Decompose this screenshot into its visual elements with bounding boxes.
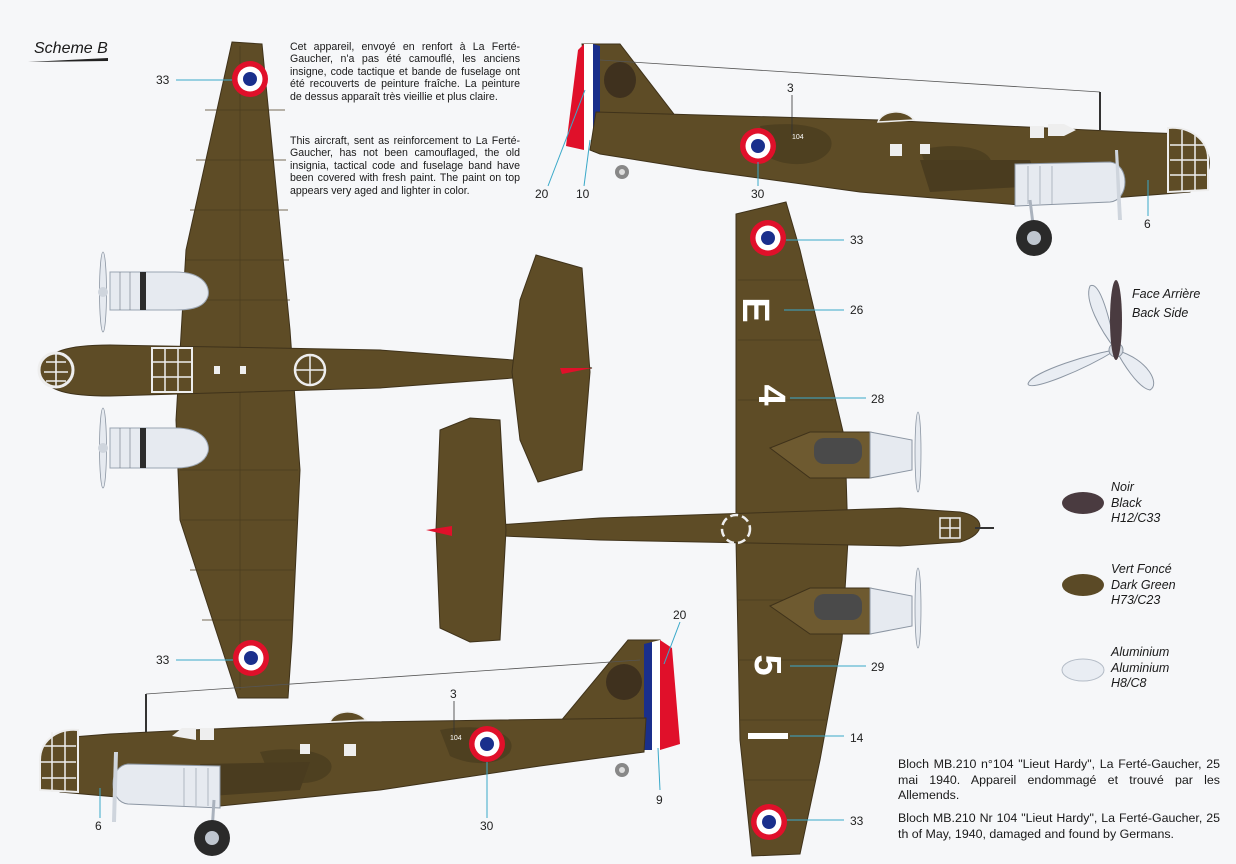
legend-entry-aluminium	[1111, 645, 1169, 692]
legend-entry-black	[1111, 480, 1160, 527]
callout-20: 20	[535, 187, 549, 201]
callout-33: 33	[156, 73, 170, 87]
propeller-label	[1132, 287, 1200, 321]
legend-name-fr: Noir	[1111, 480, 1134, 494]
callout-9: 9	[656, 793, 663, 807]
legend-swatch-dark-green	[1062, 574, 1104, 596]
callout-33: 33	[850, 233, 864, 247]
description-french: Cet appareil, envoyé en renfort à La Ferté-Gaucher, n'a pas été camouflé, les anciens insigne, code tactique et bande de fuselage ont été recouverts de peinture fraîche. La peinture de dessus apparaît très vieillie et plus claire.	[290, 41, 520, 103]
legend-name-fr: Vert Foncé	[1111, 562, 1172, 576]
callout-6: 6	[95, 819, 102, 833]
legend-paint-code: H8/C8	[1111, 676, 1147, 690]
legend-name-en: Black	[1111, 495, 1142, 510]
legend-paint-code: H12/C33	[1111, 511, 1161, 525]
scheme-title: Scheme B	[34, 40, 108, 57]
code-letter-marking: E	[734, 297, 776, 323]
callout-30: 30	[751, 187, 765, 201]
legend-entry-dark-green	[1111, 562, 1176, 609]
callout-28: 28	[871, 392, 885, 406]
callout-30: 30	[480, 819, 494, 833]
callout-33: 33	[156, 653, 170, 667]
callout-10: 10	[576, 187, 590, 201]
legend-paint-code: H73/C23	[1111, 593, 1161, 607]
callout-29: 29	[871, 660, 885, 674]
fuselage-stripe-marking	[748, 733, 788, 739]
legend-swatch-black	[1062, 492, 1104, 514]
legend-name-fr: Aluminium	[1111, 645, 1170, 659]
code-digit-top-marking: 4	[750, 384, 792, 406]
callout-20: 20	[673, 608, 687, 622]
callout-14: 14	[850, 731, 864, 745]
callout-6: 6	[1144, 217, 1151, 231]
side-view-top-aircraft	[566, 44, 1209, 256]
serial-marking-bottom: 104	[450, 735, 462, 742]
callout-3: 3	[450, 687, 457, 701]
callout-3: 3	[787, 81, 794, 95]
side-view-bottom-aircraft	[40, 640, 680, 856]
legend-name-en: Dark Green	[1111, 577, 1176, 592]
legend-name-en: Aluminium	[1111, 660, 1170, 675]
propeller-label-fr: Face Arrière	[1132, 287, 1201, 301]
description-english: This aircraft, sent as reinforcement to La Ferté-Gaucher, has not been camouflaged, the old insignia, tactical code and fuselage band have been covered with fresh paint. The paint on top appears very aged and lighter in color.	[290, 135, 520, 197]
propeller-label-en: Back Side	[1132, 305, 1189, 320]
legend-swatch-aluminium	[1062, 659, 1104, 681]
serial-marking-top: 104	[792, 134, 804, 141]
caption-english: Bloch MB.210 Nr 104 "Lieut Hardy", La Ferté-Gaucher, 25 th of May, 1940, damaged and found by Germans.	[898, 811, 1220, 841]
code-digit-bottom-marking: 5	[746, 654, 788, 676]
callout-33: 33	[850, 814, 864, 828]
scheme-title-underline	[28, 58, 108, 62]
callout-26: 26	[850, 303, 864, 317]
caption-french: Bloch MB.210 n°104 "Lieut Hardy", La Ferté-Gaucher, 25 mai 1940. Appareil endommagé et trouvé par les Allemends.	[898, 757, 1220, 802]
